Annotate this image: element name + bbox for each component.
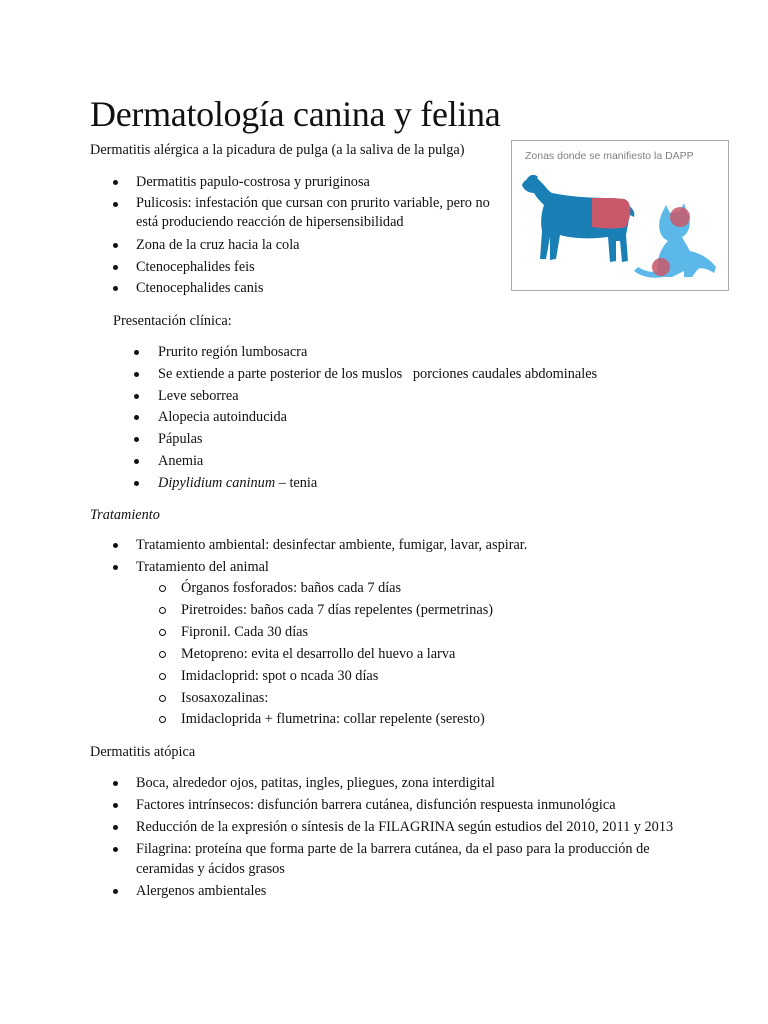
cat-icon bbox=[634, 203, 716, 278]
list-item: Boca, alrededor ojos, patitas, ingles, pliegues, zona interdigital bbox=[136, 773, 684, 795]
list-item: Pápulas bbox=[158, 429, 678, 451]
tratamiento-list bbox=[136, 535, 696, 579]
page-title: Dermatología canina y felina bbox=[90, 94, 501, 134]
list-item: Factores intrínsecos: disfunción barrera cutánea, disfunción respuesta inmunológica bbox=[136, 795, 684, 817]
dapp-zones-figure bbox=[511, 140, 729, 291]
list-item: Alergenos ambientales bbox=[136, 881, 684, 903]
dog-cat-illustration bbox=[512, 141, 730, 292]
list-item: Leve seborrea bbox=[158, 386, 678, 408]
presentacion-list bbox=[158, 342, 678, 495]
list-item: Tratamiento ambiental: desinfectar ambiente, fumigar, lavar, aspirar. bbox=[136, 535, 696, 557]
list-item: Ctenocephalides canis bbox=[136, 278, 496, 300]
list-item: Tratamiento del animal bbox=[136, 557, 696, 579]
list-item: Dermatitis papulo-costrosa y pruriginosa bbox=[136, 172, 496, 194]
list-item: Pulicosis: infestación que cursan con prurito variable, pero no está produciendo reacción de hipersensibilidad bbox=[136, 194, 496, 235]
list-item: Filagrina: proteína que forma parte de la barrera cutánea, da el paso para la producción de ceramidas y ácidos grasos bbox=[136, 839, 684, 881]
sublist-item: Piretroides: baños cada 7 días repelentes (permetrinas) bbox=[181, 600, 681, 622]
list-item: Ctenocephalides feis bbox=[136, 257, 496, 279]
sublist-item: Imidacloprida + flumetrina: collar repelente (seresto) bbox=[181, 709, 681, 731]
tratamiento-sublist bbox=[181, 578, 681, 731]
dipylidium-rest: – tenia bbox=[275, 474, 318, 491]
intro-text: Dermatitis alérgica a la picadura de pulga (a la saliva de la pulga) bbox=[90, 142, 465, 158]
atopica-list bbox=[136, 773, 684, 902]
list-item: Prurito región lumbosacra bbox=[158, 342, 678, 364]
dipylidium-italic: Dipylidium caninum bbox=[158, 474, 276, 491]
atopica-heading: Dermatitis atópica bbox=[90, 744, 196, 760]
list-item bbox=[158, 473, 678, 495]
sublist-item: Imidacloprid: spot o ncada 30 días bbox=[181, 666, 681, 688]
list-item: Zona de la cruz hacia la cola bbox=[136, 235, 496, 257]
sublist-item: Fipronil. Cada 30 días bbox=[181, 622, 681, 644]
list-item: Alopecia autoinducida bbox=[158, 407, 678, 429]
sublist-item: Isosaxozalinas: bbox=[181, 688, 681, 710]
figure-caption: Zonas donde se manifiesto la DAPP bbox=[525, 150, 694, 162]
tratamiento-heading: Tratamiento bbox=[90, 507, 160, 523]
presentacion-heading: Presentación clínica: bbox=[113, 313, 232, 329]
list-item: Se extiende a parte posterior de los muslos porciones caudales abdominales bbox=[158, 364, 678, 386]
sublist-item: Metopreno: evita el desarrollo del huevo a larva bbox=[181, 644, 681, 666]
dog-icon bbox=[522, 175, 634, 262]
list-item: Reducción de la expresión o síntesis de la FILAGRINA según estudios del 2010, 2011 y 2013 bbox=[136, 817, 684, 839]
list-item: Anemia bbox=[158, 451, 678, 473]
sublist-item: Órganos fosforados: baños cada 7 días bbox=[181, 578, 681, 600]
flea-allergy-list bbox=[136, 172, 496, 300]
